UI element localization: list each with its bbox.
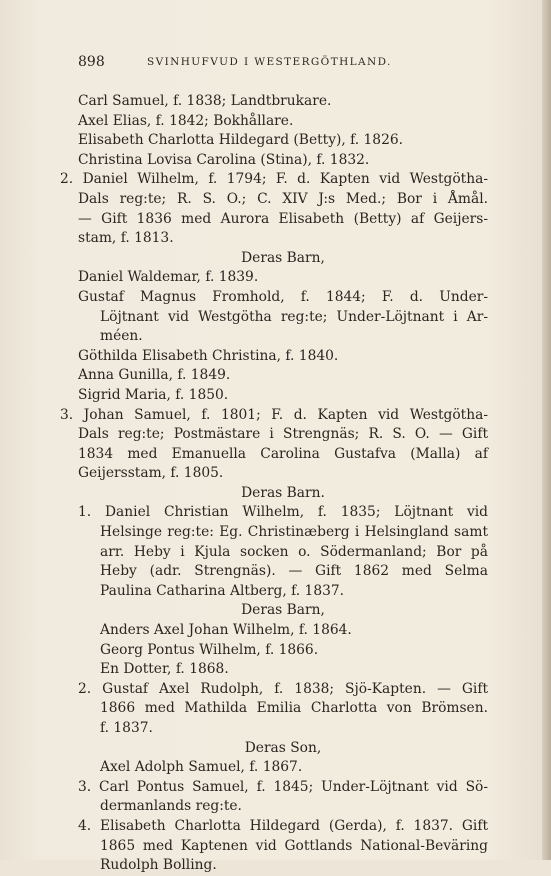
section-heading: Deras Barn, — [241, 249, 325, 266]
text-line: Axel Adolph Samuel, f. 1867. — [100, 759, 303, 776]
text-line: 2. Daniel Wilhelm, f. 1794; F. d. Kapten vid Westgötha- — [60, 171, 488, 188]
text-line: 1865 med Kaptenen vid Gottlands National-Beväring — [100, 837, 488, 854]
page-number: 898 — [78, 54, 105, 70]
text-line: Heby (adr. Strengnäs). — Gift 1862 med Selma — [100, 563, 488, 580]
page-header — [78, 54, 486, 74]
section-heading: Deras Son, — [244, 739, 322, 756]
text-line: Geijersstam, f. 1805. — [78, 465, 224, 482]
genealogy-text — [60, 92, 488, 876]
text-line: Rudolph Bolling. — [100, 857, 217, 874]
text-line: Dals reg:te; Postmästare i Strengnäs; R. S. O. — Gift — [78, 426, 488, 443]
text-line: Helsinge reg:te: Eg. Christinæberg i Helsingland samt — [100, 524, 488, 541]
text-line: 3. Johan Samuel, f. 1801; F. d. Kapten vid Westgötha- — [60, 406, 488, 423]
text-line: 4. Elisabeth Charlotta Hildegard (Gerda), f. 1837. Gift — [78, 817, 488, 834]
text-line: Christina Lovisa Carolina (Stina), f. 1832. — [78, 151, 370, 168]
text-line: En Dotter, f. 1868. — [100, 661, 229, 678]
text-line: Axel Elias, f. 1842; Bokhållare. — [78, 112, 294, 129]
text-line: méen. — [100, 328, 143, 345]
text-line: f. 1837. — [100, 720, 153, 736]
section-heading: Deras Barn, — [241, 602, 325, 619]
text-line: Anders Axel Johan Wilhelm, f. 1864. — [100, 622, 352, 639]
text-line: Göthilda Elisabeth Christina, f. 1840. — [78, 347, 339, 364]
text-line: Elisabeth Charlotta Hildegard (Betty), f. 1826. — [78, 132, 404, 149]
text-line: dermanlands reg:te. — [100, 798, 242, 815]
text-line: stam, f. 1813. — [78, 230, 174, 247]
text-line: 1. Daniel Christian Wilhelm, f. 1835; Löjtnant vid — [78, 504, 488, 521]
section-heading: Deras Barn. — [241, 484, 325, 501]
text-line: — Gift 1836 med Aurora Elisabeth (Betty) af Geijers- — [78, 210, 488, 227]
text-line: Carl Samuel, f. 1838; Landtbrukare. — [78, 93, 332, 109]
text-line: 2. Gustaf Axel Rudolph, f. 1838; Sjö-Kapten. — Gift — [78, 680, 488, 697]
text-line: arr. Heby i Kjula socken o. Södermanland; Bor på — [100, 543, 488, 560]
text-line: Anna Gunilla, f. 1849. — [78, 367, 231, 384]
text-line: Dals reg:te; R. S. O.; C. XIV J:s Med.; Bor i Åmål. — [78, 190, 488, 207]
text-line: Gustaf Magnus Fromhold, f. 1844; F. d. Under- — [78, 288, 488, 305]
text-line: 1834 med Emanuella Carolina Gustafva (Malla) af — [78, 445, 488, 462]
text-line: Daniel Waldemar, f. 1839. — [78, 269, 259, 286]
text-line: Paulina Catharina Altberg, f. 1837. — [100, 582, 345, 599]
text-line: 1866 med Mathilda Emilia Charlotta von Brömsen. — [100, 700, 488, 717]
text-line: Löjtnant vid Westgötha reg:te; Under-Löjtnant i Ar- — [100, 308, 488, 325]
text-line: 3. Carl Pontus Samuel, f. 1845; Under-Löjtnant vid Sö- — [78, 778, 488, 795]
page-edge — [542, 0, 551, 860]
text-line: Sigrid Maria, f. 1850. — [78, 386, 229, 403]
running-head: SVINHUFVUD I WESTERGÖTHLAND. — [147, 56, 392, 68]
text-line: Georg Pontus Wilhelm, f. 1866. — [100, 641, 319, 658]
